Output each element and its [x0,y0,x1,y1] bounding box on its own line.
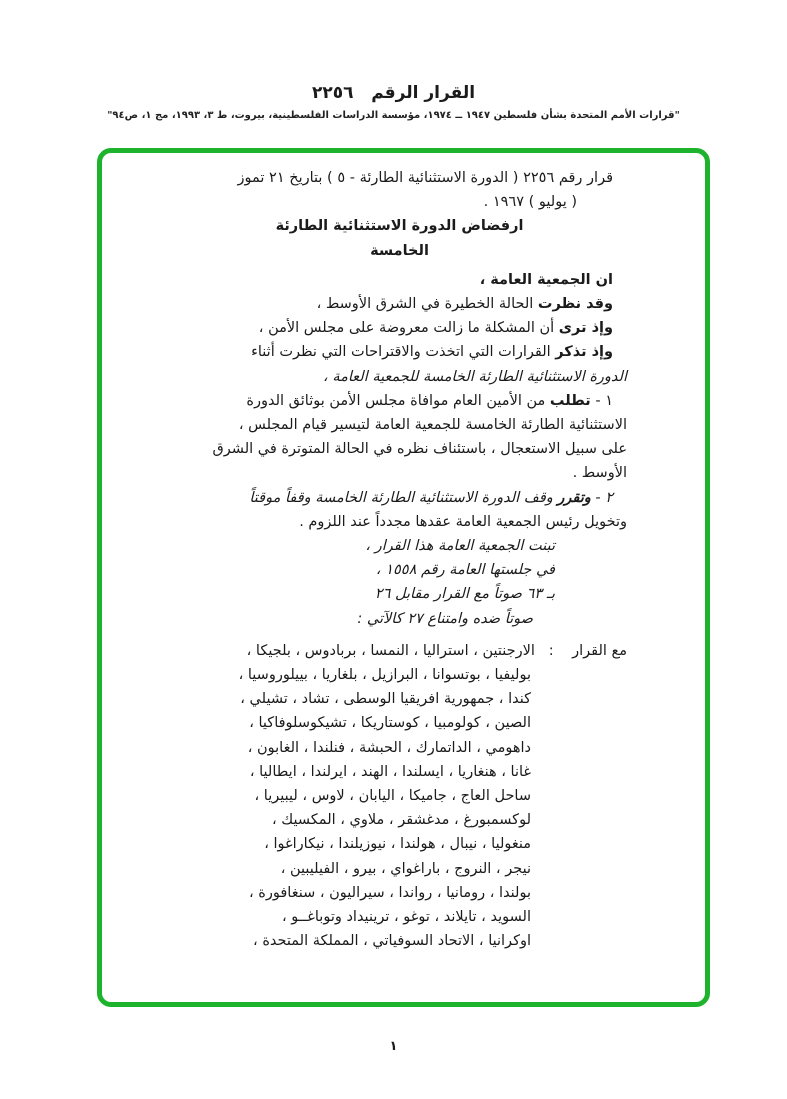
doc-line [172,639,627,663]
doc-line-segment: ( يوليو ) ١٩٦٧ . [483,194,577,211]
doc-line [172,832,531,856]
doc-line [172,239,627,263]
doc-line-segment: ارفضاض الدورة الاستثنائية الطارئة [275,218,524,235]
doc-line [172,736,531,760]
doc-line-segment: وتخويل رئيس الجمعية العامة عقدها مجدداً عند اللزوم . [299,513,627,530]
doc-line-segment: الحالة الخطيرة في الشرق الأوسط ، [316,296,538,313]
doc-line-segment: بـ ٦٣ صوتاً مع القرار مقابل ٢٦ [374,586,555,603]
doc-line-segment: داهومي ، الداتمارك ، الحبشة ، فنلندا ، الغابون ، [247,739,531,756]
doc-line [172,857,531,881]
doc-line-segment: منغوليا ، نيبال ، هولندا ، نيوزيلندا ، نيكاراغوا ، [264,836,531,853]
doc-line-segment: تبنت الجمعية العامة هذا القرار ، [365,538,555,555]
doc-line [172,268,627,292]
doc-line [172,784,531,808]
doc-line-segment: صوتاً ضده وامتناع ٢٧ كالآتي : [357,610,533,627]
page-title: القرار الرقم ٢٢٥٦ [311,83,476,103]
doc-line-segment: الاستثنائية الطارئة الخامسة للجمعية العامة لتيسير قيام المجلس ، [238,417,627,434]
doc-line-segment: وقد نظرت [537,296,613,313]
doc-line-segment: في جلستها العامة رقم ١٥٥٨ ، [375,562,555,579]
doc-line [172,711,531,735]
resolution-body [102,153,705,1002]
doc-line-segment: كندا ، جمهورية افريقيا الوسطى ، تشاد ، تشيلي ، [240,691,531,708]
doc-line-segment: غانا ، هنغاريا ، ايسلندا ، الهند ، ايرلندا ، ايطاليا ، [249,763,531,780]
doc-line [172,929,531,953]
doc-line-segment: القرارات التي اتخذت والاقتراحات التي نظرت أثناء [251,344,556,361]
doc-line-segment: قرار رقم ٢٢٥٦ ( الدورة الاستثنائية الطارئة - ٥ ) بتاريخ ٢١ تموز [237,170,613,186]
doc-line [172,365,627,389]
doc-line-segment: أن المشكلة ما زالت معروضة على مجلس الأمن ، [258,320,559,337]
doc-line [172,166,627,190]
doc-line-segment: وتقرر [557,489,591,506]
doc-line [172,760,531,784]
doc-line-segment: وإذ تذكر [555,344,613,361]
doc-line [172,437,627,461]
doc-line-segment: اوكرانيا ، الاتحاد السوفياتي ، المملكة المتحدة ، [253,933,531,950]
doc-line [172,905,531,929]
doc-line [172,607,533,631]
doc-line-segment: الصين ، كولومبيا ، كوستاريكا ، تشيكوسلوفاكيا ، [249,715,531,732]
doc-line-segment: وقف الدورة الاستثنائية الطارئة الخامسة وقفاً موقتاً [249,489,558,506]
doc-line-segment: السويد ، تايلاند ، توغو ، ترينيداد وتوباغــو ، [282,909,531,926]
doc-line [172,461,627,485]
doc-line-segment: ١ - [590,392,613,409]
doc-line-segment: الدورة الاستثنائية الطارئة الخامسة للجمعية العامة ، [323,368,627,385]
highlight-frame [97,148,710,1007]
doc-line-segment: ان الجمعية العامة ، [479,271,613,288]
doc-line [172,292,627,316]
doc-line [172,558,555,582]
doc-line [172,510,627,534]
doc-line [172,214,627,238]
doc-line-segment: ساحل العاج ، جاميكا ، اليابان ، لاوس ، ليبيريا ، [254,788,531,805]
doc-line-segment: بوليفيا ، بوتسوانا ، البرازيل ، بلغاريا ، بييلوروسيا ، [238,667,531,684]
doc-line-segment: من الأمين العام موافاة مجلس الأمن بوثائق الدورة [246,392,550,409]
doc-line-segment: مع القرار : الارجنتين ، استراليا ، النمسا ، بربادوس ، بلجيكا ، [246,642,627,659]
doc-line-segment: بولندا ، رومانيا ، رواندا ، سيراليون ، سنغافورة ، [248,884,531,901]
doc-line-segment: الخامسة [370,242,429,259]
doc-line [172,190,577,214]
doc-line-segment: وإذ ترى [558,320,613,337]
page-number: ١ [389,1039,398,1054]
doc-line-segment: تطلب [549,392,591,409]
doc-line [172,486,627,510]
doc-line [172,316,627,340]
doc-line [172,582,555,606]
doc-line-segment: على سبيل الاستعجال ، باستئناف نظره في الحالة المتوترة في الشرق [212,441,627,458]
doc-line [172,687,531,711]
doc-line-segment: الأوسط . [572,465,627,482]
doc-line [172,389,627,413]
doc-line [172,534,555,558]
doc-line [172,663,531,687]
doc-line-segment: ٢ - [590,489,613,506]
doc-line [172,413,627,437]
source-citation: "قرارات الأمم المتحدة بشأن فلسطين ١٩٤٧ ــ ١٩٧٤، مؤسسة الدراسات الفلسطينية، بيروت، ط ٣، ١٩٩٣، مج ١، ص٩٤" [107,110,680,121]
doc-line-segment: نيجر ، النروج ، باراغواي ، بيرو ، الفيليبين ، [280,860,531,877]
doc-line [172,340,627,364]
doc-line [172,808,531,832]
doc-line-segment: لوكسمبورغ ، مدغشقر ، ملاوي ، المكسيك ، [271,812,531,829]
doc-line [172,881,531,905]
